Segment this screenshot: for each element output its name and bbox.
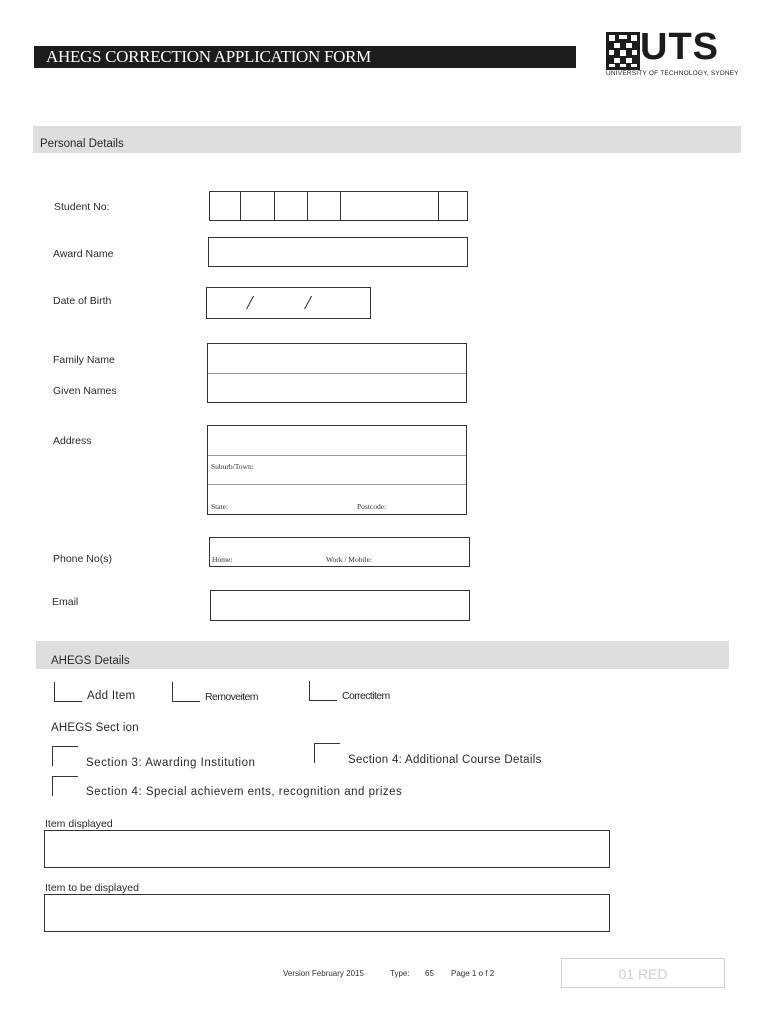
add-item-label: Add Item bbox=[87, 690, 136, 702]
postcode-label: Postcode: bbox=[357, 502, 387, 511]
ahegs-details-bar bbox=[36, 641, 729, 669]
personal-details-heading: Personal Details bbox=[40, 138, 124, 150]
footer-type-value: 65 bbox=[425, 969, 434, 978]
logo-wordmark: UTS bbox=[640, 26, 719, 68]
home-phone-label: Home: bbox=[212, 555, 233, 564]
section3-checkbox[interactable] bbox=[52, 746, 78, 766]
barcode-stamp: 01 RED bbox=[561, 958, 725, 988]
section4-additional-checkbox[interactable] bbox=[314, 743, 340, 763]
work-mobile-label: Work / Mobile: bbox=[326, 555, 373, 564]
logo-subtitle: UNIVERSITY OF TECHNOLOGY, SYDNEY bbox=[606, 70, 739, 77]
award-name-label: Award Name bbox=[53, 248, 114, 260]
item-displayed-field[interactable] bbox=[44, 830, 610, 868]
state-label: State: bbox=[211, 502, 229, 511]
dob-separator: / bbox=[247, 292, 253, 314]
address-field[interactable] bbox=[207, 425, 467, 515]
item-to-be-displayed-label: Item to be displayed bbox=[45, 882, 139, 894]
correct-item-checkbox[interactable] bbox=[309, 681, 337, 701]
item-displayed-label: Item displayed bbox=[45, 818, 113, 830]
add-item-checkbox[interactable] bbox=[54, 682, 82, 702]
remove-item-checkbox[interactable] bbox=[172, 682, 200, 702]
award-name-field[interactable] bbox=[208, 237, 468, 267]
correct-item-label: Correctitem bbox=[342, 690, 390, 702]
student-no-field[interactable] bbox=[209, 191, 468, 221]
footer-version: Version February 2015 bbox=[283, 969, 364, 978]
given-names-field[interactable] bbox=[208, 374, 466, 402]
phone-field[interactable] bbox=[209, 537, 470, 567]
names-field-group bbox=[207, 343, 467, 403]
email-label: Email bbox=[52, 596, 79, 608]
section3-label: Section 3: Awarding Institution bbox=[86, 757, 256, 769]
address-label: Address bbox=[53, 435, 92, 447]
ahegs-section-heading: AHEGS Sect ion bbox=[51, 722, 139, 734]
section4-special-checkbox[interactable] bbox=[52, 776, 78, 796]
family-name-field[interactable] bbox=[208, 344, 466, 373]
email-field[interactable] bbox=[210, 590, 470, 621]
dob-label: Date of Birth bbox=[53, 295, 112, 307]
dob-field[interactable] bbox=[206, 287, 371, 319]
phone-label: Phone No(s) bbox=[53, 553, 112, 565]
student-no-label: Student No: bbox=[54, 201, 110, 213]
section4-additional-label: Section 4: Additional Course Details bbox=[348, 754, 542, 766]
family-name-label: Family Name bbox=[53, 354, 115, 366]
form-title: AHEGS CORRECTION APPLICATION FORM bbox=[34, 46, 576, 68]
suburb-label: Suburb/Town: bbox=[211, 462, 254, 471]
remove-item-label: Removeitem bbox=[205, 691, 258, 703]
section4-special-label: Section 4: Special achievem ents, recognition and prizes bbox=[86, 786, 403, 798]
uts-emblem-icon bbox=[606, 32, 640, 70]
ahegs-details-heading: AHEGS Details bbox=[51, 655, 130, 667]
personal-details-bar bbox=[33, 126, 741, 153]
footer-page: Page 1 o f 2 bbox=[451, 969, 495, 978]
item-to-be-displayed-field[interactable] bbox=[44, 894, 610, 932]
given-names-label: Given Names bbox=[53, 385, 117, 397]
uts-logo bbox=[604, 26, 739, 82]
dob-separator: / bbox=[305, 292, 311, 314]
footer-type-label: Type: bbox=[390, 969, 410, 978]
